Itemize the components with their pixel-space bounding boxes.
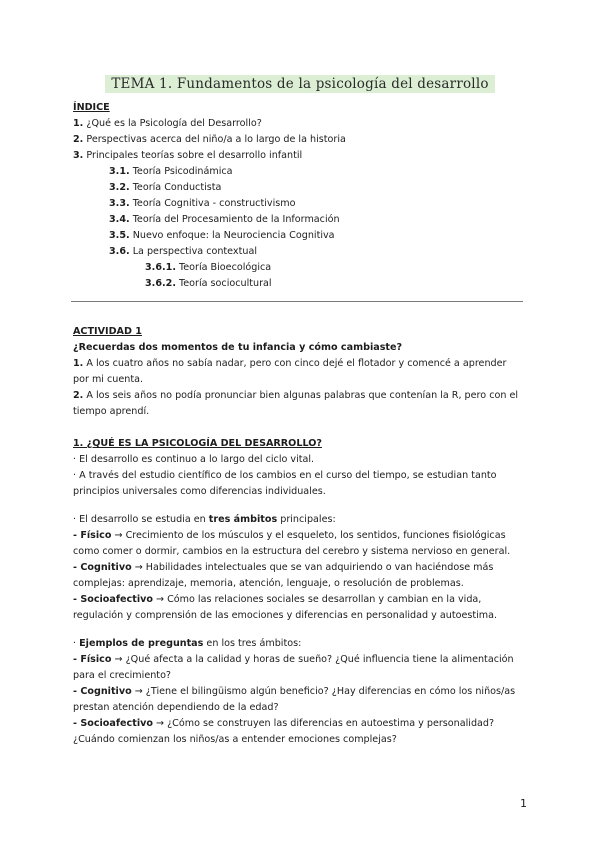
indice-item-3-4: 3.4. Teoría del Procesamiento de la Información bbox=[109, 214, 340, 225]
page-number: 1 bbox=[520, 797, 527, 810]
spacer bbox=[73, 624, 525, 636]
document-content bbox=[73, 100, 525, 748]
section1-intro-2: · A través del estudio científico de los cambios en el curso del tiempo, se estudian tanto principios universales como diferencias individuales. bbox=[73, 470, 497, 497]
ambito-fisico: - Físico → Crecimiento de los músculos y el esqueleto, los sentidos, funciones fisiológicas como comer o dormir, cambios en la estructura del cerebro y sistema nervioso en general. bbox=[73, 530, 511, 557]
indice-item-3-5: 3.5. Nuevo enfoque: la Neurociencia Cognitiva bbox=[109, 230, 335, 241]
spacer bbox=[73, 500, 525, 512]
indice-item-3-1: 3.1. Teoría Psicodinámica bbox=[109, 166, 233, 177]
indice-item-3-3: 3.3. Teoría Cognitiva - constructivismo bbox=[109, 198, 296, 209]
ejemplo-fisico: - Físico → ¿Qué afecta a la calidad y horas de sueño? ¿Qué influencia tiene la alimentación para el crecimiento? bbox=[73, 654, 514, 681]
ejemplos-intro: · Ejemplos de preguntas en los tres ámbitos: bbox=[73, 638, 302, 649]
ambitos-intro: · El desarrollo se estudia en tres ámbitos principales: bbox=[73, 514, 336, 525]
section1-intro-1: · El desarrollo es continuo a lo largo del ciclo vital. bbox=[73, 454, 315, 465]
ambito-cognitivo: - Cognitivo → Habilidades intelectuales que se van adquiriendo o van haciéndose más complejas: aprendizaje, memoria, atención, lenguaje, o resolución de problemas. bbox=[73, 562, 494, 589]
indice-item-3: 3. Principales teorías sobre el desarrollo infantil bbox=[73, 150, 303, 161]
indice-item-2: 2. Perspectivas acerca del niño/a a lo largo de la historia bbox=[73, 134, 346, 145]
indice-item-3-6-1: 3.6.1. Teoría Bioecológica bbox=[145, 262, 272, 273]
ejemplo-socioafectivo: - Socioafectivo → ¿Cómo se construyen las diferencias en autoestima y personalidad? ¿Cuándo comienzan los niños/as a entender emociones complejas? bbox=[73, 718, 495, 745]
ejemplo-cognitivo: - Cognitivo → ¿Tiene el bilingüismo algún beneficio? ¿Hay diferencias en cómo los niños/as prestan atención dependiendo de la edad? bbox=[73, 686, 516, 713]
actividad-heading: ACTIVIDAD 1 bbox=[73, 326, 142, 337]
indice-heading: ÍNDICE bbox=[73, 102, 110, 113]
indice-item-3-6-2: 3.6.2. Teoría sociocultural bbox=[145, 278, 272, 289]
indice-item-3-2: 3.2. Teoría Conductista bbox=[109, 182, 222, 193]
ambito-socioafectivo: - Socioafectivo → Cómo las relaciones sociales se desarrollan y cambian en la vida, regulación y comprensión de las emociones y diferencias en personalidad y autoestima. bbox=[73, 594, 498, 621]
indice-item-3-6: 3.6. La perspectiva contextual bbox=[109, 246, 257, 257]
title-wrap bbox=[0, 73, 600, 93]
page-title: TEMA 1. Fundamentos de la psicología del desarrollo bbox=[105, 75, 494, 93]
actividad-answer-1: 1. A los cuatro años no sabía nadar, pero con cinco dejé el flotador y comencé a aprender por mi cuenta. bbox=[73, 358, 507, 385]
indice-item-1: 1. ¿Qué es la Psicología del Desarrollo? bbox=[73, 118, 262, 129]
section-divider bbox=[71, 301, 523, 302]
spacer bbox=[73, 420, 525, 436]
actividad-question: ¿Recuerdas dos momentos de tu infancia y cómo cambiaste? bbox=[73, 342, 403, 353]
section1-heading: 1. ¿QUÉ ES LA PSICOLOGÍA DEL DESARROLLO? bbox=[73, 438, 322, 449]
actividad-answer-2: 2. A los seis años no podía pronunciar bien algunas palabras que contenían la R, pero con el tiempo aprendí. bbox=[73, 390, 519, 417]
